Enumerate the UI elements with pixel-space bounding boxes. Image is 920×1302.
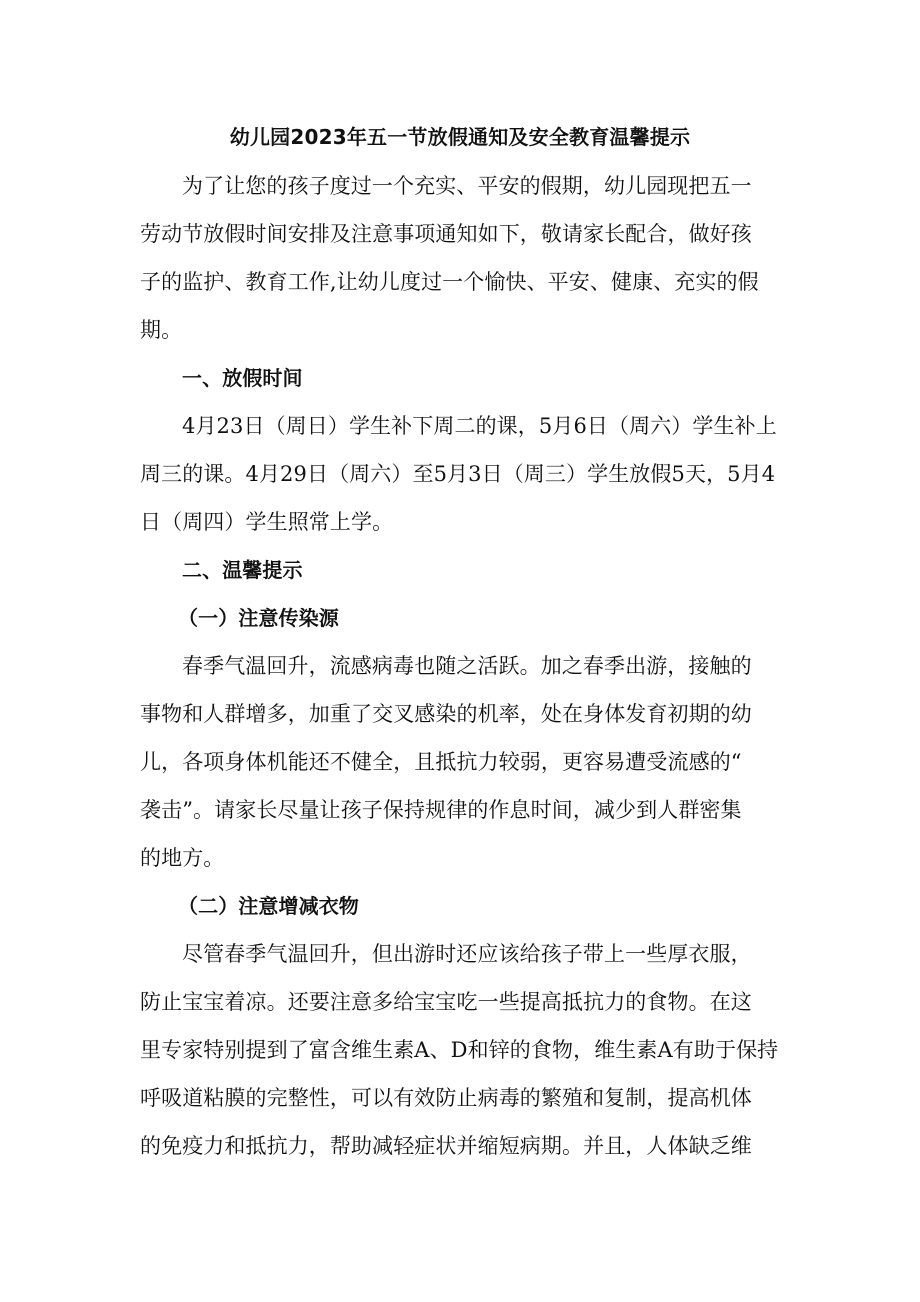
sub2-line: 的免疫力和抵抗力，帮助减轻症状并缩短病期。并且，人体缺乏维	[140, 1134, 752, 1158]
section1-line: 周三的课。4月29日（周六）至5月3日（周三）学生放假5天，5月4	[140, 462, 776, 486]
sub1-line: 儿，各项身体机能还不健全，且抵抗力较弱，更容易遭受流感的“	[140, 750, 742, 774]
sub1-line: 春季气温回升，流感病毒也随之活跃。加之春季出游，接触的	[182, 654, 752, 678]
sub2-line: 尽管春季气温回升，但出游时还应该给孩子带上一些厚衣服，	[182, 942, 752, 966]
intro-line: 子的监护、教育工作,让幼儿度过一个愉快、平安、健康、充实的假	[140, 270, 759, 294]
section1-line: 日（周四）学生照常上学。	[140, 510, 394, 534]
section-heading-tips: 二、温馨提示	[182, 558, 303, 582]
sub2-line: 防止宝宝着凉。还要注意多给宝宝吃一些提高抵抗力的食物。在这	[140, 990, 752, 1014]
sub1-line: 事物和人群增多，加重了交叉感染的机率，处在身体发育初期的幼	[140, 702, 752, 726]
section-heading-holiday-time: 一、放假时间	[182, 366, 303, 390]
sub1-line: 袭击”。请家长尽量让孩子保持规律的作息时间，减少到人群密集	[140, 798, 742, 822]
intro-line: 期。	[140, 318, 183, 342]
sub1-line: 的地方。	[140, 846, 225, 870]
subsection-heading-clothing: （二）注意增减衣物	[178, 894, 359, 918]
sub2-line: 呼吸道粘膜的完整性，可以有效防止病毒的繁殖和复制，提高机体	[140, 1086, 752, 1110]
section1-line: 4月23日（周日）学生补下周二的课，5月6日（周六）学生补上	[182, 414, 777, 438]
subsection-heading-infection: （一）注意传染源	[178, 606, 339, 630]
document-title: 幼儿园2023年五一节放假通知及安全教育温馨提示	[229, 125, 691, 149]
sub2-line: 里专家特别提到了富含维生素A、D和锌的食物，维生素A有助于保持	[140, 1038, 779, 1062]
intro-line: 劳动节放假时间安排及注意事项通知如下，敬请家长配合，做好孩	[140, 222, 752, 246]
intro-line: 为了让您的孩子度过一个充实、平安的假期，幼儿园现把五一	[182, 174, 752, 198]
